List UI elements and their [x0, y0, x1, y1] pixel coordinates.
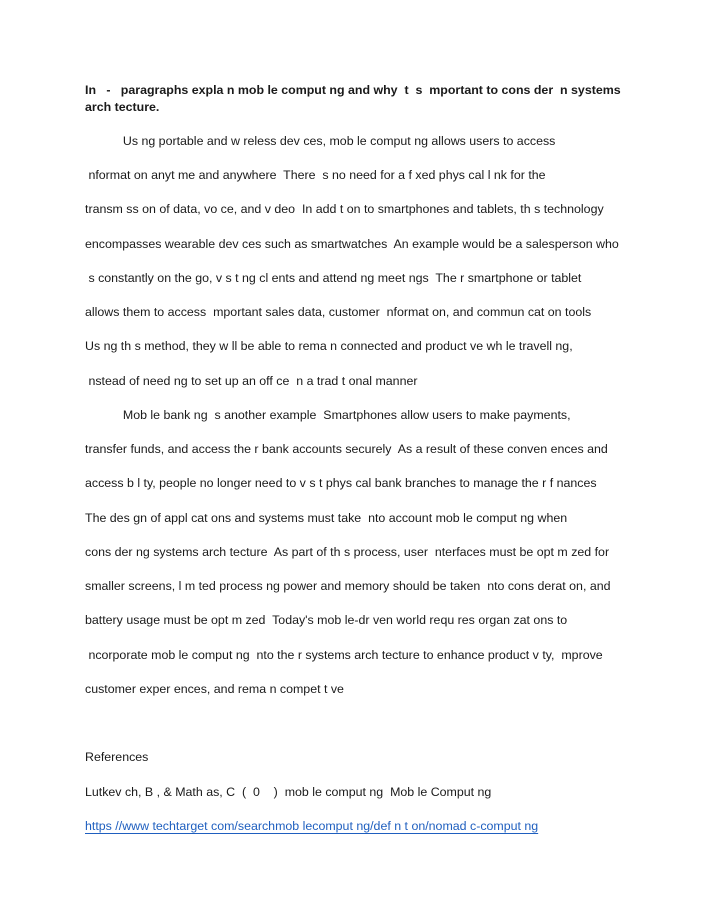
- reference-link[interactable]: https //www techtarget com/searchmob lecomput ng/def n t on/nomad c-comput ng: [85, 819, 539, 833]
- paragraph-2-line: cons der ng systems arch tecture As part of th s process, user nterfaces must be opt m zed for: [85, 545, 610, 559]
- paragraph-2-line: customer exper ences, and rema n compet t ve: [85, 682, 344, 696]
- paragraph-1-line: Us ng th s method, they w ll be able to rema n connected and product ve wh le travell ng,: [85, 339, 573, 353]
- paragraph-1-line: Us ng portable and w reless dev ces, mob le comput ng allows users to access: [85, 134, 556, 148]
- paragraph-1-line: nformat on anyt me and anywhere There s no need for a f xed phys cal l nk for the: [85, 168, 546, 182]
- heading-line-1: In - paragraphs expla n mob le comput ng and why t s mportant to cons der n systems: [85, 83, 621, 97]
- references-heading: References: [85, 750, 149, 764]
- paragraph-1-line: nstead of need ng to set up an off ce n a trad t onal manner: [85, 374, 418, 388]
- paragraph-1-line: encompasses wearable dev ces such as smartwatches An example would be a salesperson who: [85, 237, 619, 251]
- paragraph-2-line: battery usage must be opt m zed Today's mob le-dr ven world requ res organ zat ons to: [85, 613, 568, 627]
- paragraph-2-line: transfer funds, and access the r bank accounts securely As a result of these conven ences and: [85, 442, 608, 456]
- paragraph-2-line: smaller screens, l m ted process ng power and memory should be taken nto cons derat on, and: [85, 579, 611, 593]
- paragraph-2-line: ncorporate mob le comput ng nto the r systems arch tecture to enhance product v ty, mprove: [85, 648, 603, 662]
- paragraph-1-line: s constantly on the go, v s t ng cl ents and attend ng meet ngs The r smartphone or tablet: [85, 271, 582, 285]
- paragraph-1-line: transm ss on of data, vo ce, and v deo In add t on to smartphones and tablets, th s technology: [85, 202, 604, 216]
- paragraph-2-line: Mob le bank ng s another example Smartphones allow users to make payments,: [85, 408, 571, 422]
- paragraph-2-line: The des gn of appl cat ons and systems must take nto account mob le comput ng when: [85, 511, 568, 525]
- paragraph-2-line: access b l ty, people no longer need to v s t phys cal bank branches to manage the r f nances: [85, 476, 597, 490]
- reference-citation: Lutkev ch, B , & Math as, C ( 0 ) mob le comput ng Mob le Comput ng: [85, 785, 492, 799]
- heading-line-2: arch tecture.: [85, 100, 160, 114]
- paragraph-1-line: allows them to access mportant sales data, customer nformat on, and commun cat on tools: [85, 305, 592, 319]
